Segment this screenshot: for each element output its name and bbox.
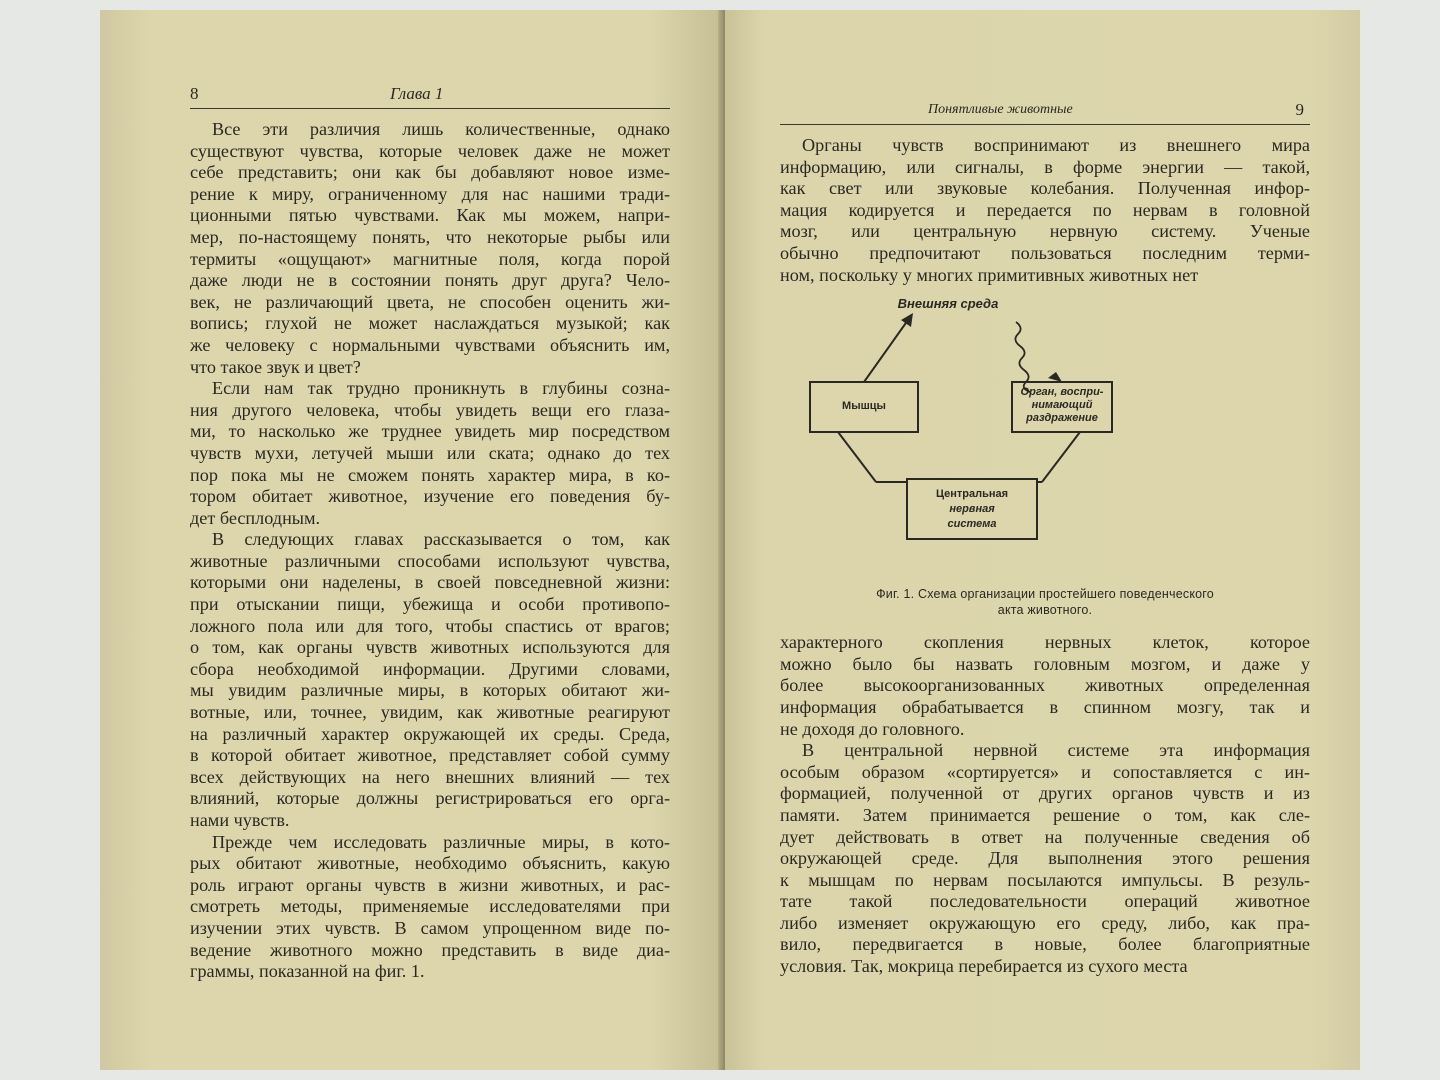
- text-line: мация кодируется и передается по нервам в головной: [780, 199, 1310, 220]
- text-line: обычно предпочитают пользоваться последним терми-: [780, 242, 1310, 263]
- cns-label-line: Центральная: [935, 488, 1009, 501]
- text-line: вотные, или, точнее, увидим, как животные реагируют: [190, 702, 670, 723]
- text-line: себе представить; они как бы добавляют новое изме-: [190, 162, 670, 183]
- text-line: ционными пятью чувствами. Как мы можем, напри-: [190, 205, 670, 226]
- receptor-label-line: раздражение: [1026, 412, 1098, 425]
- text-line: мер, по-настоящему понять, что некоторые рыбы или: [190, 226, 670, 247]
- receptor-label-line: нимающий: [1031, 399, 1093, 412]
- text-line: можно было бы назвать головным мозгом, и даже у: [780, 653, 1310, 674]
- page-number: 9: [1295, 100, 1304, 119]
- action-arrow-head: [901, 313, 913, 327]
- text-line: Если нам так трудно проникнуть в глубины созна-: [212, 378, 670, 399]
- text-line: нами чувств.: [190, 810, 290, 830]
- text-line: мы увидим различные миры, в которых обитают жи-: [190, 680, 670, 701]
- right-body-text: [780, 632, 1310, 978]
- text-line: ния другого человека, чтобы увидеть вещи его глаза-: [190, 399, 670, 420]
- receptor-label: [1012, 386, 1112, 425]
- text-line: характерного скопления нервных клеток, которое: [780, 632, 1310, 653]
- paragraph: [780, 632, 1310, 740]
- text-line: вопись; глухой не может наслаждаться музыкой; как: [190, 313, 670, 334]
- page-number: 8: [190, 84, 199, 103]
- cns-label-line: нервная: [949, 503, 995, 516]
- text-line: В следующих главах рассказывается о том, как: [212, 529, 670, 550]
- text-line: ном, поскольку у многих примитивных животных нет: [780, 264, 1199, 285]
- book-section-title: Понятливые животные: [928, 102, 1073, 117]
- text-line: граммы, показанной на фиг. 1.: [190, 961, 425, 982]
- text-line: не доходя до головного.: [780, 718, 965, 739]
- text-line: особым образом «сортируется» и сопоставляется с ин-: [780, 761, 1310, 782]
- text-line: формацией, полученной от других органов чувств и из: [780, 783, 1310, 804]
- paragraph: [190, 378, 670, 529]
- paragraph: [190, 529, 670, 831]
- text-line: сбора необходимой информации. Другими словами,: [190, 658, 670, 679]
- text-line: чувств мухи, летучей мыши или ската; однако до тех: [190, 442, 670, 463]
- text-line: информацию, или сигналы, в форме энергии — такой,: [780, 156, 1310, 177]
- text-line: влияний, которые должны регистрироваться его орга-: [190, 788, 670, 809]
- caption-line: Фиг. 1. Схема организации простейшего поведенческого: [876, 587, 1214, 602]
- text-line: В центральной нервной системе эта информация: [802, 740, 1310, 761]
- paragraph: [190, 119, 670, 378]
- behavior-diagram: [780, 294, 1315, 614]
- text-line: о том, как органы чувств животных используются для: [190, 637, 670, 658]
- text-line: что такое звук и цвет?: [190, 356, 361, 377]
- text-line: всех действующих на него внешних влияний — тех: [190, 766, 670, 787]
- text-line: Прежде чем исследовать различные миры, в кото-: [212, 831, 670, 852]
- text-line: животные различными способами используют чувства,: [190, 550, 670, 571]
- text-line: смотреть методы, применяемые исследователями при: [190, 896, 670, 917]
- text-line: тором обитает животное, изучение его поведения бу-: [190, 486, 670, 507]
- text-line: рых обитают животные, необходимо объяснить, какую: [190, 853, 670, 874]
- right-page: [725, 10, 1360, 1070]
- text-line: мозг, или центральную нервную систему. Ученые: [780, 221, 1310, 242]
- text-line: существуют чувства, которые человек даже не может: [190, 140, 670, 161]
- stimulus-arrow-head: [1048, 372, 1062, 382]
- text-line: на различный характер окружающей их среды. Среда,: [190, 723, 670, 744]
- text-line: которыми они наделены, в своей повседневной жизни:: [190, 572, 670, 593]
- text-line: дует действовать в ответ на полученные сведения об: [780, 826, 1310, 847]
- text-line: окружающей среде. Для выполнения этого решения: [780, 848, 1310, 869]
- text-line: памяти. Затем принимается решение о том, как сле-: [780, 804, 1310, 825]
- text-line: даже люди не в состоянии понять друг друга? Чело-: [190, 270, 670, 291]
- paragraph: [780, 135, 1310, 286]
- chapter-title: Глава 1: [390, 84, 444, 103]
- left-running-head: [190, 82, 670, 109]
- text-line: роль играют органы чувств в жизни животных, и рас-: [190, 874, 670, 895]
- text-line: условия. Так, мокрица перебирается из сухого места: [780, 956, 1188, 977]
- cns-receptor-link: [1042, 432, 1080, 482]
- text-line: вило, передвигается в новые, более благоприятные: [780, 934, 1310, 955]
- diagram-graphic: [780, 294, 1315, 614]
- text-line: дет бесплодным.: [190, 507, 321, 528]
- muscles-label: Мышцы: [842, 400, 886, 413]
- receptor-label-line: Орган, воспри-: [1020, 386, 1104, 399]
- text-line: Все эти различия лишь количественные, однако: [212, 119, 670, 139]
- text-line: как свет или звуковые колебания. Полученная инфор-: [780, 178, 1310, 199]
- cns-label: [907, 487, 1037, 532]
- environment-label: Внешняя среда: [897, 296, 999, 312]
- text-line: термиты «ощущают» магнитные поля, когда порой: [190, 248, 670, 269]
- text-line: ведение животного можно представить в виде диа-: [190, 939, 670, 960]
- text-line: рение к миру, ограниченному для нас нашими тради-: [190, 183, 670, 204]
- text-line: пор пока мы не сможем понять характер мира, в ко-: [190, 464, 670, 485]
- cns-label-line: система: [947, 518, 997, 531]
- right-top-text: [780, 135, 1310, 286]
- text-line: тате такой последовательности операций животное: [780, 891, 1310, 912]
- right-running-head: [780, 98, 1310, 125]
- caption-line: акта животного.: [997, 603, 1093, 618]
- text-line: к мышцам по нервам посылаются импульсы. В резуль-: [780, 869, 1310, 890]
- text-line: более высокоорганизованных животных определенная: [780, 675, 1310, 696]
- text-line: ложного пола или для того, чтобы спастись от врагов;: [190, 615, 670, 636]
- left-body-text: [190, 119, 670, 983]
- text-line: век, не различающий цвета, не способен оценить жи-: [190, 291, 670, 312]
- paragraph: [780, 740, 1310, 978]
- text-line: ми, то насколько же труднее увидеть мир посредством: [190, 421, 670, 442]
- text-line: либо изменяет окружающую его среду, либо, как пра-: [780, 912, 1310, 933]
- text-line: в которой обитает животное, представляет собой сумму: [190, 745, 670, 766]
- text-line: же человеку с нормальными чувствами объяснить им,: [190, 334, 670, 355]
- action-arrow-line: [864, 320, 908, 382]
- text-line: при отыскании пищи, убежища и особи противопо-: [190, 594, 670, 615]
- paragraph: [190, 832, 670, 983]
- cns-muscle-link: [838, 432, 876, 482]
- text-line: информация обрабатывается в спинном мозгу, так и: [780, 696, 1310, 717]
- left-page: [100, 10, 725, 1070]
- text-line: Органы чувств воспринимают из внешнего мира: [802, 135, 1310, 155]
- book-spread: [100, 10, 1360, 1075]
- text-line: изучении этих чувств. В самом упрощенном виде по-: [190, 917, 670, 938]
